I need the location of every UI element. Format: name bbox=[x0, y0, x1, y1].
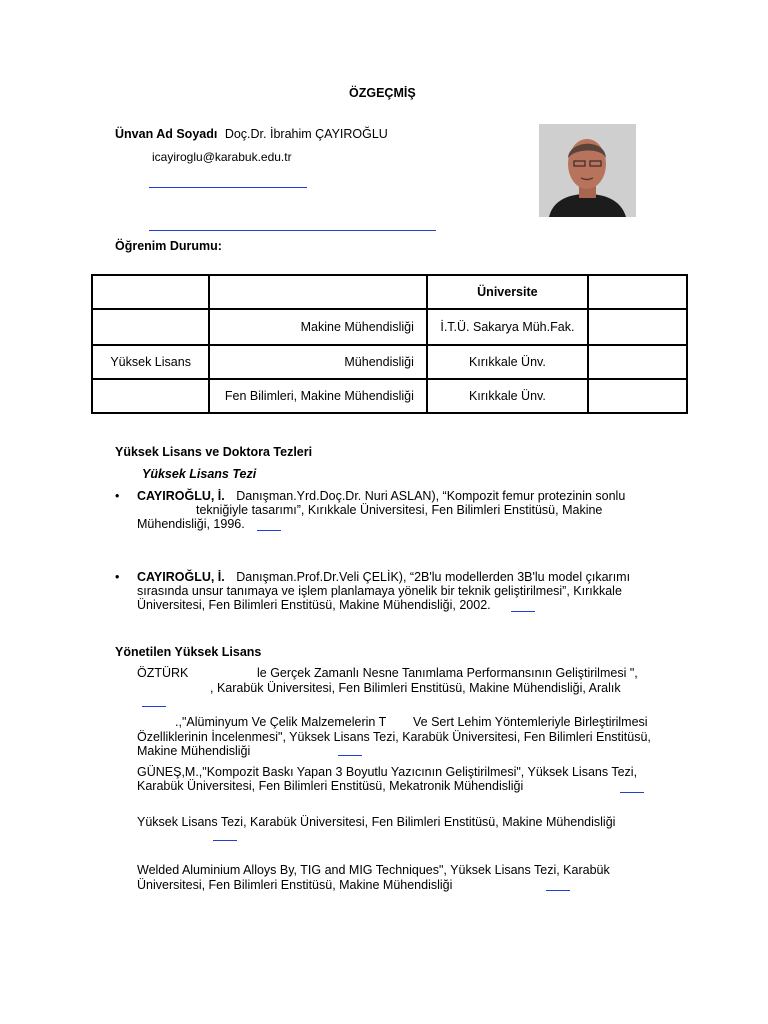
supervised-3-l1: GÜNEŞ,M.,"Kompozit Baskı Yapan 3 Boyutlu Yazıcının Geliştirilmesi", Yüksek Lisans Tezi, bbox=[137, 765, 638, 779]
name-row bbox=[115, 127, 388, 142]
table-cell: Kırıkkale Ünv. bbox=[427, 345, 588, 379]
bullet: • bbox=[115, 489, 120, 503]
supervised-3-link[interactable] bbox=[620, 792, 644, 793]
supervised-3-l2: Karabük Üniversitesi, Fen Bilimleri Enstitüsü, Mekatronik Mühendisliği bbox=[137, 779, 524, 793]
table-cell: Kırıkkale Ünv. bbox=[427, 379, 588, 413]
table-row bbox=[92, 309, 687, 345]
supervised-1-link[interactable] bbox=[142, 706, 166, 707]
supervised-4-l1: Yüksek Lisans Tezi, Karabük Üniversitesi, Fen Bilimleri Enstitüsü, Makine Mühendisliği bbox=[137, 815, 616, 829]
table-cell bbox=[209, 275, 427, 309]
thesis-author: CAYIROĞLU, İ. bbox=[137, 489, 225, 503]
link-underline-2[interactable] bbox=[149, 230, 436, 231]
thesis-1-line3: Mühendisliği, 1996. bbox=[137, 517, 245, 531]
theses-heading: Yüksek Lisans ve Doktora Tezleri bbox=[115, 445, 313, 459]
supervised-2-l1a: .,"Alüminyum Ve Çelik Malzemelerin T bbox=[175, 715, 387, 729]
thesis-text: Danışman.Yrd.Doç.Dr. Nuri ASLAN), “Kompozit femur protezinin sonlu bbox=[236, 489, 626, 503]
profile-photo bbox=[539, 124, 636, 217]
supervised-2-l3: Makine Mühendisliği bbox=[137, 744, 251, 758]
table-row bbox=[92, 275, 687, 309]
table-cell bbox=[92, 275, 209, 309]
table-cell: Yüksek Lisans bbox=[92, 345, 209, 379]
ms-thesis-subheading: Yüksek Lisans Tezi bbox=[142, 467, 257, 481]
table-cell bbox=[588, 379, 687, 413]
thesis-2-line2: sırasında unsur tanımaya ve işlem planlamaya yönelik bir teknik geliştirilmesi”, Kırıkkale bbox=[137, 584, 622, 598]
link-underline-1[interactable] bbox=[149, 187, 307, 188]
thesis-1-link[interactable] bbox=[257, 530, 281, 531]
table-cell bbox=[92, 309, 209, 345]
table-cell bbox=[588, 275, 687, 309]
supervised-5-link[interactable] bbox=[546, 890, 570, 891]
supervised-1-l1b: le Gerçek Zamanlı Nesne Tanımlama Performansının Geliştirilmesi ", bbox=[257, 666, 638, 680]
supervised-2-link[interactable] bbox=[338, 755, 362, 756]
supervised-2-l1b: Ve Sert Lehim Yöntemleriyle Birleştirilmesi bbox=[413, 715, 648, 729]
bullet: • bbox=[115, 570, 120, 584]
education-heading: Öğrenim Durumu: bbox=[115, 239, 222, 253]
supervised-heading: Yönetilen Yüksek Lisans bbox=[115, 645, 262, 659]
table-header-university: Üniversite bbox=[427, 275, 588, 309]
name-value: Doç.Dr. İbrahim ÇAYIROĞLU bbox=[224, 127, 388, 141]
supervised-4-link[interactable] bbox=[213, 840, 237, 841]
thesis-author: CAYIROĞLU, İ. bbox=[137, 570, 225, 584]
table-cell: Fen Bilimleri, Makine Mühendisliği bbox=[209, 379, 427, 413]
thesis-2-link[interactable] bbox=[511, 611, 535, 612]
table-cell: Mühendisliği bbox=[209, 345, 427, 379]
supervised-2-l2: Özelliklerinin İncelenmesi", Yüksek Lisans Tezi, Karabük Üniversitesi, Fen Bilimleri Enstitüsü, bbox=[137, 730, 651, 744]
name-label: Ünvan Ad Soyadı bbox=[115, 127, 218, 141]
table-cell bbox=[588, 309, 687, 345]
table-cell bbox=[588, 345, 687, 379]
thesis-1-line1 bbox=[137, 489, 625, 504]
table-row bbox=[92, 379, 687, 413]
thesis-text: Danışman.Prof.Dr.Veli ÇELİK), “2B'lu modellerden 3B'lu model çıkarımı bbox=[236, 570, 631, 584]
supervised-1-l2: , Karabük Üniversitesi, Fen Bilimleri Enstitüsü, Makine Mühendisliği, Aralık bbox=[210, 681, 621, 695]
email-text[interactable]: icayiroglu@karabuk.edu.tr bbox=[152, 150, 292, 164]
education-table bbox=[91, 274, 688, 414]
thesis-2-line1 bbox=[137, 570, 630, 585]
supervised-5-l1: Welded Aluminium Alloys By, TIG and MIG Techniques", Yüksek Lisans Tezi, Karabük bbox=[137, 863, 610, 877]
table-cell bbox=[92, 379, 209, 413]
supervised-5-l2: Üniversitesi, Fen Bilimleri Enstitüsü, Makine Mühendisliği bbox=[137, 878, 453, 892]
supervised-1-l1a: ÖZTÜRK bbox=[137, 666, 189, 680]
page-title: ÖZGEÇMİŞ bbox=[349, 86, 416, 100]
table-row bbox=[92, 345, 687, 379]
thesis-2-line3: Üniversitesi, Fen Bilimleri Enstitüsü, Makine Mühendisliği, 2002. bbox=[137, 598, 491, 612]
person-portrait-icon bbox=[539, 124, 636, 217]
table-cell: İ.T.Ü. Sakarya Müh.Fak. bbox=[427, 309, 588, 345]
thesis-1-line2: tekniğiyle tasarımı”, Kırıkkale Üniversitesi, Fen Bilimleri Enstitüsü, Makine bbox=[196, 503, 603, 517]
table-cell: Makine Mühendisliği bbox=[209, 309, 427, 345]
